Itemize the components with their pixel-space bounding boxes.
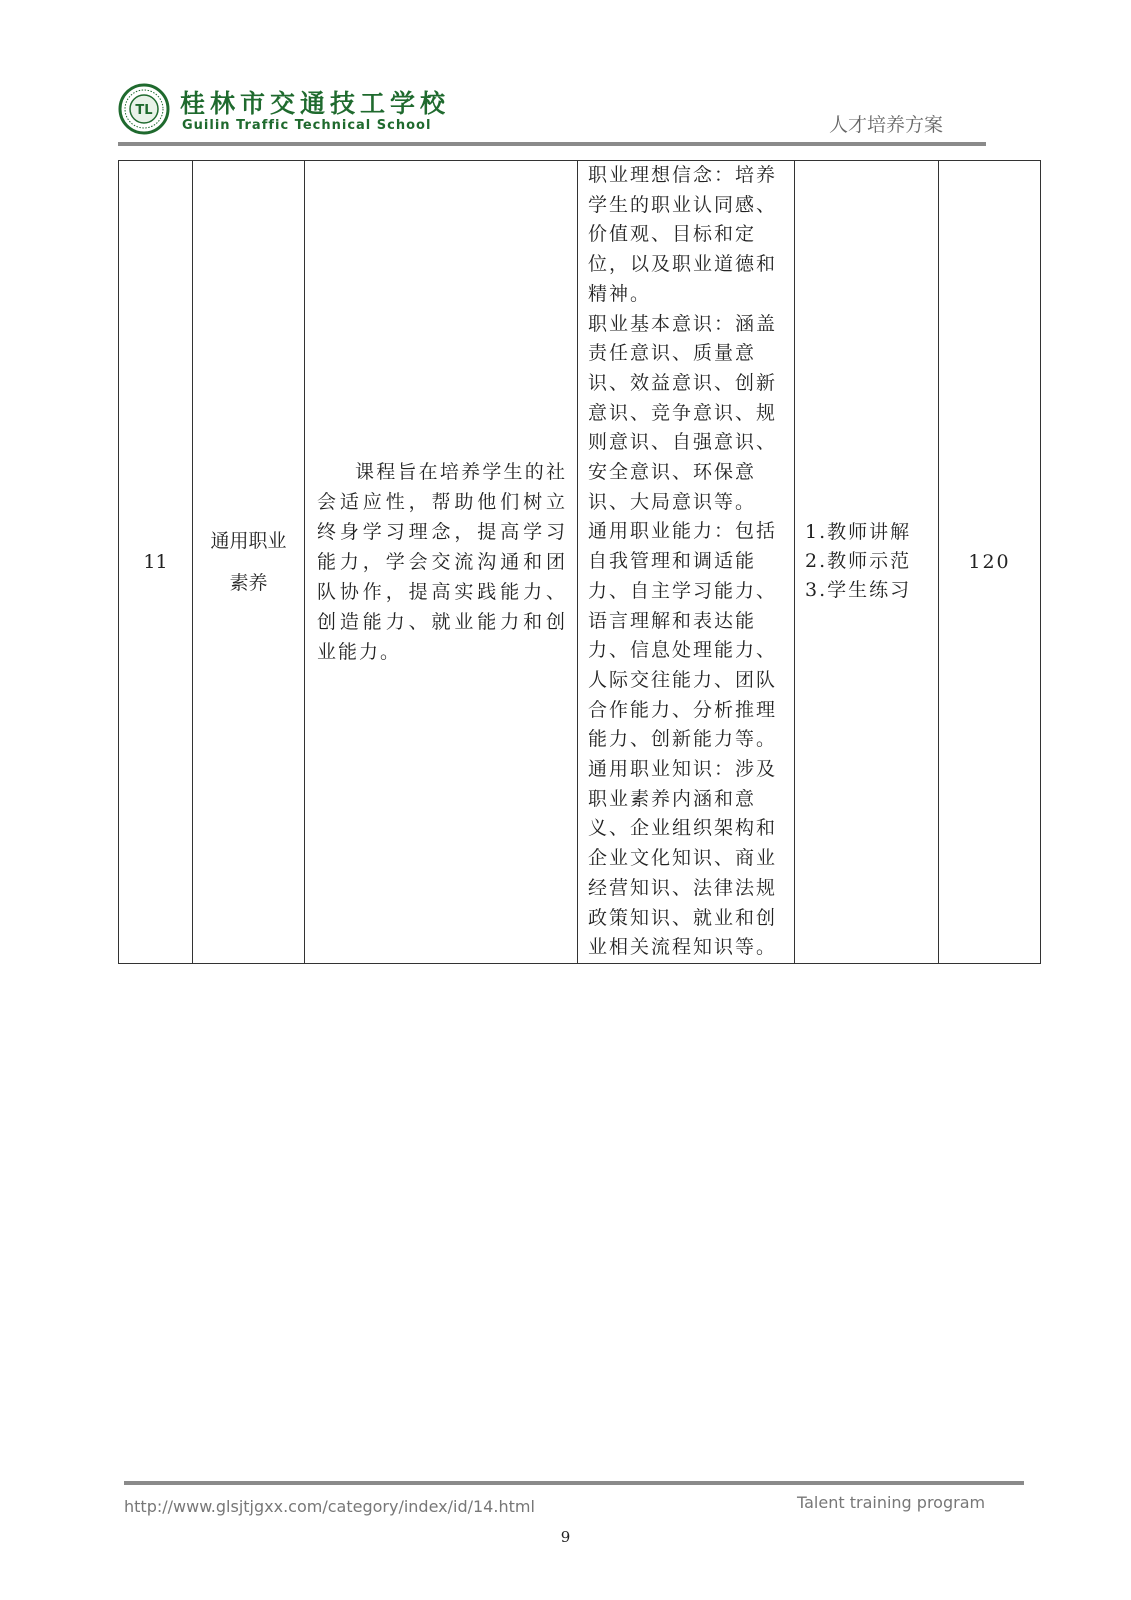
footer-title-en: Talent training program bbox=[797, 1493, 986, 1512]
content-item: 通用职业知识：涉及职业素养内涵和意义、企业组织架构和企业文化知识、商业经营知识、法律法规政策知识、就业和创业相关流程知识等。 bbox=[588, 758, 778, 959]
method-item: 2.教师示范 bbox=[805, 550, 912, 573]
document-title: 人才培养方案 bbox=[828, 114, 943, 136]
page-header bbox=[0, 0, 1131, 150]
content-item: 职业理想信念：培养学生的职业认同感、价值观、目标和定位，以及职业道德和精神。 bbox=[588, 164, 778, 305]
method-item: 1.教师讲解 bbox=[805, 521, 912, 544]
teaching-methods bbox=[795, 161, 939, 964]
content-item: 通用职业能力：包括自我管理和调适能力、自主学习能力、语言理解和表达能力、信息处理能力、人际交往能力、团队合作能力、分析推理能力、创新能力等。 bbox=[588, 520, 778, 751]
course-table bbox=[118, 160, 1041, 964]
page-number: 9 bbox=[560, 1528, 571, 1546]
school-name-en: Guilin Traffic Technical School bbox=[182, 118, 432, 133]
footer-divider bbox=[124, 1481, 1024, 1485]
footer-url: http://www.glsjtjgxx.com/category/index/id/14.html bbox=[124, 1497, 535, 1516]
header-divider bbox=[118, 142, 986, 146]
content-item: 职业基本意识：涵盖责任意识、质量意识、效益意识、创新意识、竞争意识、规则意识、自强意识、安全意识、环保意识、大局意识等。 bbox=[588, 312, 778, 513]
table-row bbox=[119, 161, 1041, 964]
course-name: 通用职业素养 bbox=[210, 529, 287, 594]
seal-letters: TL bbox=[135, 103, 153, 118]
school-name-cn: 桂林市交通技工学校 bbox=[180, 89, 451, 118]
course-content bbox=[578, 161, 795, 964]
course-number: 11 bbox=[119, 161, 193, 964]
school-seal-icon bbox=[118, 83, 170, 135]
method-item: 3.学生练习 bbox=[805, 579, 912, 602]
course-description: 课程旨在培养学生的社会适应性，帮助他们树立终身学习理念，提高学习能力，学会交流沟通和团队协作，提高实践能力、创造能力、就业能力和创业能力。 bbox=[317, 460, 567, 663]
course-hours: 120 bbox=[939, 161, 1041, 964]
